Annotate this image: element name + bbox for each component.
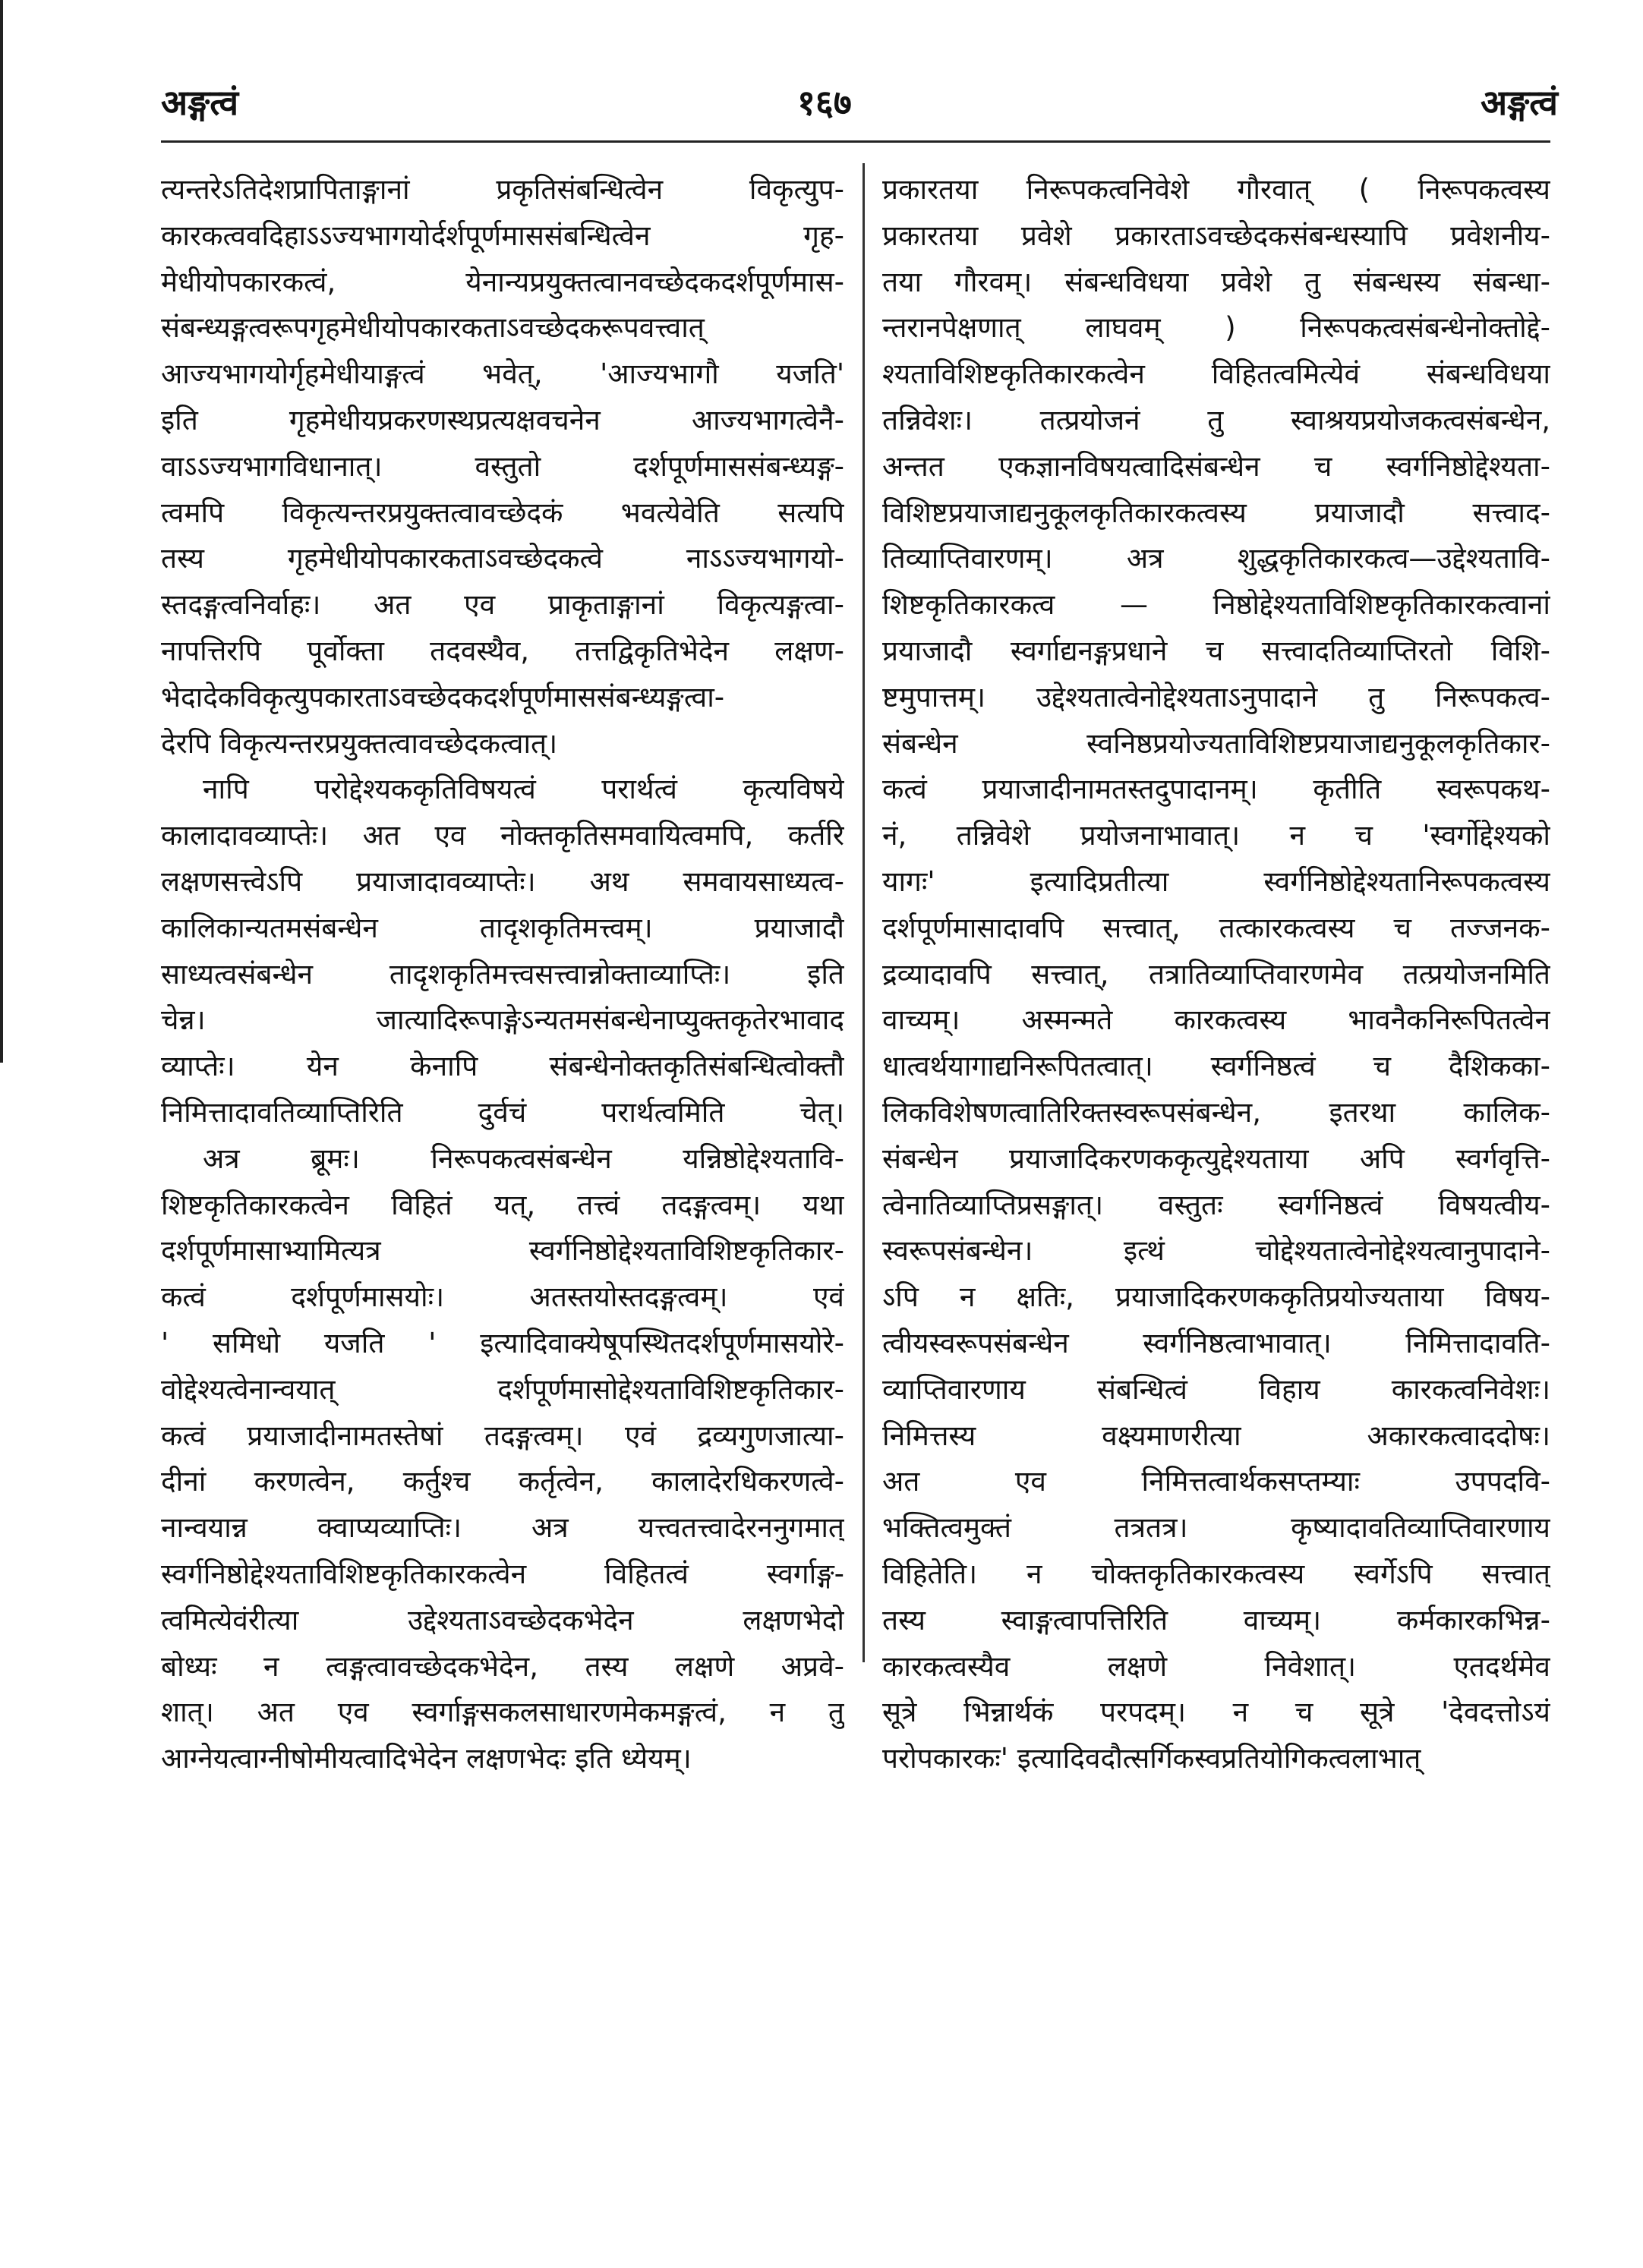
- text-line: वाऽऽज्यभागविधानात्। वस्तुतो दर्शपूर्णमाससंबन्ध्यङ्ग-: [161, 449, 844, 483]
- text-line: न्तरानपेक्षणात् लाघवम् ) निरूपकत्वसंबन्धेनोक्तोद्दे-: [882, 311, 1550, 345]
- text-line: शिष्टकृतिकारकत्व — निष्ठोद्देश्यताविशिष्टकृतिकारकत्वानां: [882, 588, 1550, 622]
- text-line: नान्वयान्न क्वाप्यव्याप्तिः। अत्र यत्त्वतत्त्वादेरननुगमात्: [161, 1511, 844, 1545]
- text-line: कालिकान्यतमसंबन्धेन तादृशकृतिमत्त्वम्। प्रयाजादौ: [161, 911, 844, 944]
- text-line: मेधीयोपकारकत्वं, येनान्यप्रयुक्तत्वानवच्छेदकदर्शपूर्णमास-: [161, 265, 844, 298]
- text-line: बोध्यः न त्वङ्गत्वावच्छेदकभेदेन, तस्य लक्षणे अप्रवे-: [161, 1649, 844, 1683]
- text-line: संबन्धेन प्रयाजादिकरणककृत्युद्देश्यताया अपि स्वर्गवृत्ति-: [882, 1142, 1550, 1175]
- text-line: स्वर्गनिष्ठोद्देश्यताविशिष्टकृतिकारकत्वेन विहितत्वं स्वर्गाङ्ग-: [161, 1557, 844, 1590]
- text-line: लक्षणसत्त्वेऽपि प्रयाजादावव्याप्तेः। अथ समवायसाध्यत्व-: [161, 865, 844, 898]
- text-line: स्वरूपसंबन्धेन। इत्थं चोद्देश्यतात्वेनोद्देश्यत्वानुपादाने-: [882, 1234, 1550, 1268]
- page-number: १६७: [797, 82, 852, 123]
- text-line: यागः' इत्यादिप्रतीत्या स्वर्गनिष्ठोद्देश्यतानिरूपकत्वस्य: [882, 865, 1550, 898]
- text-line: वोद्देश्यत्वेनान्वयात् दर्शपूर्णमासोद्देश्यताविशिष्टकृतिकार-: [161, 1372, 844, 1406]
- text-line: तन्निवेशः। तत्प्रयोजनं तु स्वाश्रयप्रयोजकत्वसंबन्धेन,: [882, 403, 1550, 436]
- text-line: कत्वं प्रयाजादीनामतस्तदुपादानम्। कृतीति स्वरूपकथ-: [882, 773, 1550, 806]
- text-line: तिव्याप्तिवारणम्। अत्र शुद्धकृतिकारकत्व—उद्देश्यतावि-: [882, 542, 1550, 575]
- text-line: अत्र ब्रूमः। निरूपकत्वसंबन्धेन यन्निष्ठोद्देश्यतावि-: [203, 1142, 844, 1175]
- text-line: परोपकारकः' इत्यादिवदौत्सर्गिकस्वप्रतियोगिकत्वलाभात्: [882, 1742, 1421, 1775]
- text-line: तस्य स्वाङ्गत्वापत्तिरिति वाच्यम्। कर्मकारकभिन्न-: [882, 1603, 1550, 1636]
- text-line: प्रयाजादौ स्वर्गाद्यनङ्गप्रधाने च सत्त्वादतिव्याप्तिरतो विशि-: [882, 634, 1550, 667]
- text-line: दर्शपूर्णमासादावपि सत्त्वात्, तत्कारकत्वस्य च तज्जनक-: [882, 911, 1550, 944]
- text-line: प्रकारतया निरूपकत्वनिवेशे गौरवात् ( निरूपकत्वस्य: [882, 173, 1550, 206]
- text-line: तस्य गृहमेधीयोपकारकताऽवच्छेदकत्वे नाऽऽज्यभागयो-: [161, 542, 844, 575]
- text-line: लिकविशेषणत्वातिरिक्तस्वरूपसंबन्धेन, इतरथा कालिक-: [882, 1095, 1550, 1129]
- text-line: विशिष्टप्रयाजाद्यनुकूलकृतिकारकत्वस्य प्रयाजादौ सत्त्वाद-: [882, 496, 1550, 529]
- text-line: कालादावव्याप्तेः। अत एव नोक्तकृतिसमवायित्वमपि, कर्तरि: [161, 819, 844, 852]
- text-line: त्यन्तरेऽतिदेशप्रापिताङ्गानां प्रकृतिसंबन्धित्वेन विकृत्युप-: [161, 173, 844, 206]
- running-header-left: अङ्गत्वं: [161, 82, 239, 123]
- scan-edge-line: [0, 0, 3, 1063]
- text-line: सूत्रे भिन्नार्थकं परपदम्। न च सूत्रे 'देवदत्तोऽयं: [882, 1696, 1550, 1729]
- text-line: आग्नेयत्वाग्नीषोमीयत्वादिभेदेन लक्षणभेदः इति ध्येयम्।: [161, 1742, 692, 1775]
- text-line: संबन्धेन स्वनिष्ठप्रयोज्यताविशिष्टप्रयाजाद्यनुकूलकृतिकार-: [882, 726, 1550, 760]
- text-line: संबन्ध्यङ्गत्वरूपगृहमेधीयोपकारकताऽवच्छेदकरूपवत्त्वात्: [161, 311, 705, 345]
- column-divider: [862, 163, 865, 1662]
- text-line: अन्तत एकज्ञानविषयत्वादिसंबन्धेन च स्वर्गनिष्ठोद्देश्यता-: [882, 449, 1550, 483]
- text-line: त्वमपि विकृत्यन्तरप्रयुक्तत्वावच्छेदकं भवत्येवेति सत्यपि: [161, 496, 844, 529]
- text-line: अत एव निमित्तत्वार्थकसप्तम्याः उपपदवि-: [882, 1465, 1550, 1498]
- text-line: शात्। अत एव स्वर्गाङ्गसकलसाधारणमेकमङ्गत्वं, न तु: [161, 1696, 844, 1729]
- text-line: देरपि विकृत्यन्तरप्रयुक्तत्वावच्छेदकत्वात्।: [161, 726, 558, 760]
- text-line: नापत्तिरपि पूर्वोक्ता तदवस्थैव, तत्तद्विकृतिभेदेन लक्षण-: [161, 634, 844, 667]
- text-line: ' समिधो यजति ' इत्यादिवाक्येषूपस्थितदर्शपूर्णमासयोरे-: [161, 1326, 844, 1359]
- text-line: चेन्न। जात्यादिरूपाङ्गेऽन्यतमसंबन्धेनाप्युक्तकृतेरभावाद: [161, 1003, 844, 1037]
- running-header-right: अङ्गत्वं: [1480, 82, 1558, 123]
- left-column: [161, 167, 844, 1782]
- text-line: त्वीयस्वरूपसंबन्धेन स्वर्गनिष्ठत्वाभावात्। निमित्तादावति-: [882, 1326, 1550, 1359]
- text-line: निमित्तस्य वक्ष्यमाणरीत्या अकारकत्वाददोषः।: [882, 1419, 1550, 1452]
- text-line: भक्तित्वमुक्तं तत्रतत्र। कृष्यादावतिव्याप्तिवारणाय: [882, 1511, 1550, 1545]
- header-rule: [161, 140, 1550, 143]
- text-line: भेदादेकविकृत्युपकारताऽवच्छेदकदर्शपूर्णमाससंबन्ध्यङ्गत्वा-: [161, 680, 725, 713]
- text-line: नापि परोद्देश्यककृतिविषयत्वं परार्थत्वं कृत्यविषये: [203, 773, 844, 806]
- text-line: कारकत्ववदिहाऽऽज्यभागयोर्दर्शपूर्णमाससंबन्धित्वेन गृह-: [161, 219, 844, 252]
- text-line: ऽपि न क्षतिः, प्रयाजादिकरणककृतिप्रयोज्यताया विषय-: [882, 1280, 1550, 1314]
- text-line: व्याप्तिवारणाय संबन्धित्वं विहाय कारकत्वनिवेशः।: [882, 1372, 1550, 1406]
- text-line: विहितेति। न चोक्तकृतिकारकत्वस्य स्वर्गेऽपि सत्त्वात्: [882, 1557, 1550, 1590]
- text-line: दर्शपूर्णमासाभ्यामित्यत्र स्वर्गनिष्ठोद्देश्यताविशिष्टकृतिकार-: [161, 1234, 844, 1268]
- text-line: इति गृहमेधीयप्रकरणस्थप्रत्यक्षवचनेन आज्यभागत्वेनै-: [161, 403, 844, 436]
- text-line: त्वेनातिव्याप्तिप्रसङ्गात्। वस्तुतः स्वर्गनिष्ठत्वं विषयत्वीय-: [882, 1188, 1550, 1221]
- text-line: शिष्टकृतिकारकत्वेन विहितं यत्, तत्त्वं तदङ्गत्वम्। यथा: [161, 1188, 844, 1221]
- text-line: कारकत्वस्यैव लक्षणे निवेशात्। एतदर्थमेव: [882, 1649, 1550, 1683]
- text-line: श्यताविशिष्टकृतिकारकत्वेन विहितत्वमित्येवं संबन्धविधया: [882, 358, 1550, 391]
- text-line: दीनां करणत्वेन, कर्तुश्च कर्तृत्वेन, कालादेरधिकरणत्वे-: [161, 1465, 844, 1498]
- text-line: धात्वर्थयागाद्यनिरूपितत्वात्। स्वर्गनिष्ठत्वं च दैशिकका-: [882, 1050, 1550, 1083]
- text-line: स्तदङ्गत्वनिर्वाहः। अत एव प्राकृताङ्गानां विकृत्यङ्गत्वा-: [161, 588, 844, 622]
- text-line: ष्टमुपात्तम्। उद्देश्यतात्वेनोद्देश्यताऽनुपादाने तु निरूपकत्व-: [882, 680, 1550, 713]
- text-line: कत्वं प्रयाजादीनामतस्तेषां तदङ्गत्वम्। एवं द्रव्यगुणजात्या-: [161, 1419, 844, 1452]
- text-line: साध्यत्वसंबन्धेन तादृशकृतिमत्त्वसत्त्वान्नोक्ताव्याप्तिः। इति: [161, 957, 844, 991]
- text-line: आज्यभागयोर्गृहमेधीयाङ्गत्वं भवेत्, 'आज्यभागौ यजति': [161, 358, 844, 391]
- right-column: [882, 167, 1550, 1782]
- text-line: द्रव्यादावपि सत्त्वात्, तत्रातिव्याप्तिवारणमेव तत्प्रयोजनमिति: [882, 957, 1550, 991]
- text-line: व्याप्तेः। येन केनापि संबन्धेनोक्तकृतिसंबन्धित्वोक्तौ: [161, 1050, 844, 1083]
- text-line: नं, तन्निवेशे प्रयोजनाभावात्। न च 'स्वर्गोद्देश्यको: [882, 819, 1550, 852]
- text-line: निमित्तादावतिव्याप्तिरिति दुर्वचं परार्थत्वमिति चेत्।: [161, 1095, 844, 1129]
- text-line: तया गौरवम्। संबन्धविधया प्रवेशे तु संबन्धस्य संबन्धा-: [882, 265, 1550, 298]
- text-line: वाच्यम्। अस्मन्मते कारकत्वस्य भावनैकनिरूपितत्वेन: [882, 1003, 1550, 1037]
- text-line: त्वमित्येवंरीत्या उद्देश्यताऽवच्छेदकभेदेन लक्षणभेदो: [161, 1603, 844, 1636]
- text-line: प्रकारतया प्रवेशे प्रकारताऽवच्छेदकसंबन्धस्यापि प्रवेशनीय-: [882, 219, 1550, 252]
- text-line: कत्वं दर्शपूर्णमासयोः। अतस्तयोस्तदङ्गत्वम्। एवं: [161, 1280, 844, 1314]
